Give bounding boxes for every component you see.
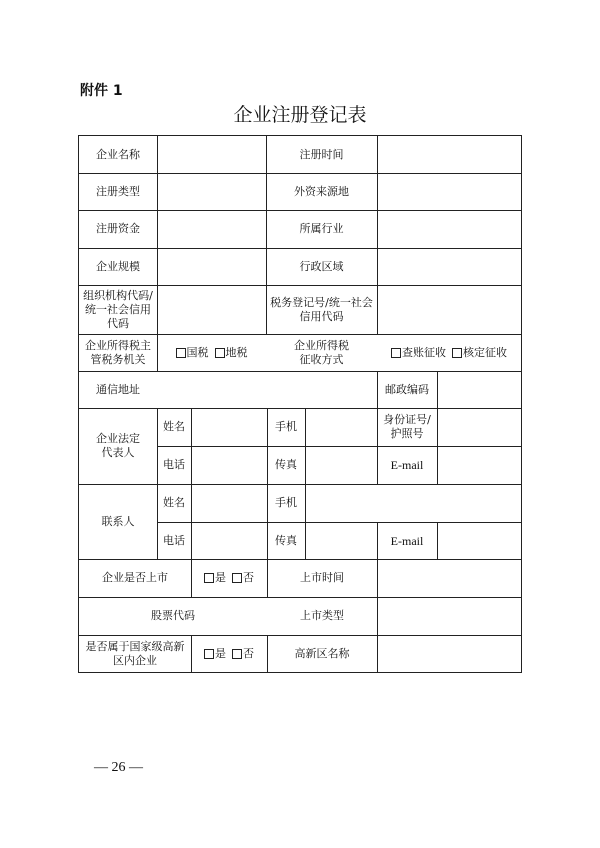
- label-registration-time: 注册时间: [299, 147, 344, 161]
- col-divider: [437, 371, 438, 408]
- option-label: 核定征收: [463, 345, 507, 359]
- label-foreign-source: 外资来源地: [294, 184, 349, 198]
- label-contact-email: E-mail: [390, 533, 424, 548]
- label-high-tech-zone: 是否属于国家级高新 区内企业: [85, 639, 185, 667]
- row-divider: [157, 446, 521, 447]
- label-tax-method: 企业所得税 征收方式: [294, 338, 349, 366]
- col-divider: [191, 408, 192, 559]
- tax-method-options: [377, 334, 521, 371]
- label-contact-phone: 电话: [163, 533, 185, 547]
- option-label: 否: [243, 571, 254, 584]
- label-tax-registration-code: 税务登记号/统一社会 信用代码: [270, 295, 373, 323]
- option-national-tax[interactable]: [176, 346, 209, 360]
- option-local-tax[interactable]: [215, 346, 248, 360]
- checkbox-icon: [204, 649, 214, 659]
- label-stock-code: 股票代码: [151, 609, 195, 622]
- row-divider: [157, 522, 521, 523]
- label-company-scale: 企业规模: [96, 259, 140, 273]
- option-label: 国税: [186, 345, 209, 359]
- label-company-name: 企业名称: [96, 147, 140, 161]
- col-divider: [437, 408, 438, 484]
- label-contact-fax: 传真: [275, 533, 297, 547]
- col-divider: [437, 522, 438, 559]
- option-label: 查账征收: [402, 345, 446, 359]
- option-label: 是: [215, 571, 226, 584]
- label-contact-person: 联系人: [101, 514, 135, 528]
- page-title: 企业注册登记表: [233, 104, 367, 126]
- option-audit-collection[interactable]: [391, 346, 446, 360]
- label-legal-representative: 企业法定 代表人: [96, 432, 140, 459]
- attachment-label: 附件 1: [80, 83, 123, 99]
- registration-form-table: [78, 135, 522, 673]
- checkbox-icon: [232, 573, 242, 583]
- col-divider: [377, 559, 378, 635]
- col-divider: [377, 136, 378, 334]
- tax-authority-options: [157, 334, 266, 371]
- label-registration-type: 注册类型: [96, 184, 140, 198]
- label-tax-authority: 企业所得税主 管税务机关: [85, 338, 151, 366]
- label-id-passport: 身份证号/ 护照号: [383, 413, 431, 440]
- col-divider: [377, 635, 378, 672]
- checkbox-icon: [452, 348, 462, 358]
- label-listing-time: 上市时间: [300, 571, 344, 584]
- label-postal-code: 邮政编码: [385, 382, 429, 396]
- option-listed-no[interactable]: [232, 571, 254, 585]
- option-zone-yes[interactable]: [204, 647, 226, 661]
- checkbox-icon: [391, 348, 401, 358]
- label-admin-region: 行政区域: [299, 259, 344, 273]
- checkbox-icon: [215, 348, 225, 358]
- option-label: 是: [215, 646, 226, 660]
- option-label: 否: [243, 646, 254, 660]
- label-legal-rep-name: 姓名: [163, 420, 185, 433]
- label-registered-capital: 注册资金: [96, 222, 140, 235]
- option-label: 地税: [225, 345, 248, 359]
- label-legal-rep-mobile: 手机: [275, 420, 297, 433]
- checkbox-icon: [204, 573, 214, 583]
- option-zone-no[interactable]: [232, 647, 254, 661]
- col-divider: [305, 408, 306, 559]
- high-tech-zone-options: [191, 635, 267, 672]
- option-assessed-collection[interactable]: [452, 346, 507, 360]
- page-number: — 26 —: [94, 760, 143, 775]
- label-legal-rep-email: E-mail: [390, 458, 424, 472]
- label-contact-mobile: 手机: [275, 496, 297, 509]
- label-listing-type: 上市类型: [300, 609, 344, 622]
- label-org-code: 组织机构代码/ 统一社会信用 代码: [83, 288, 153, 330]
- checkbox-icon: [176, 348, 186, 358]
- label-legal-rep-phone: 电话: [163, 458, 185, 471]
- label-zone-name: 高新区名称: [294, 646, 350, 660]
- label-address: 通信地址: [96, 382, 140, 396]
- label-contact-name: 姓名: [163, 496, 185, 509]
- listed-options: [191, 559, 267, 597]
- label-industry: 所属行业: [299, 222, 344, 235]
- option-listed-yes[interactable]: [204, 571, 226, 585]
- checkbox-icon: [232, 649, 242, 659]
- label-is-listed: 企业是否上市: [102, 571, 168, 584]
- label-legal-rep-fax: 传真: [275, 458, 297, 471]
